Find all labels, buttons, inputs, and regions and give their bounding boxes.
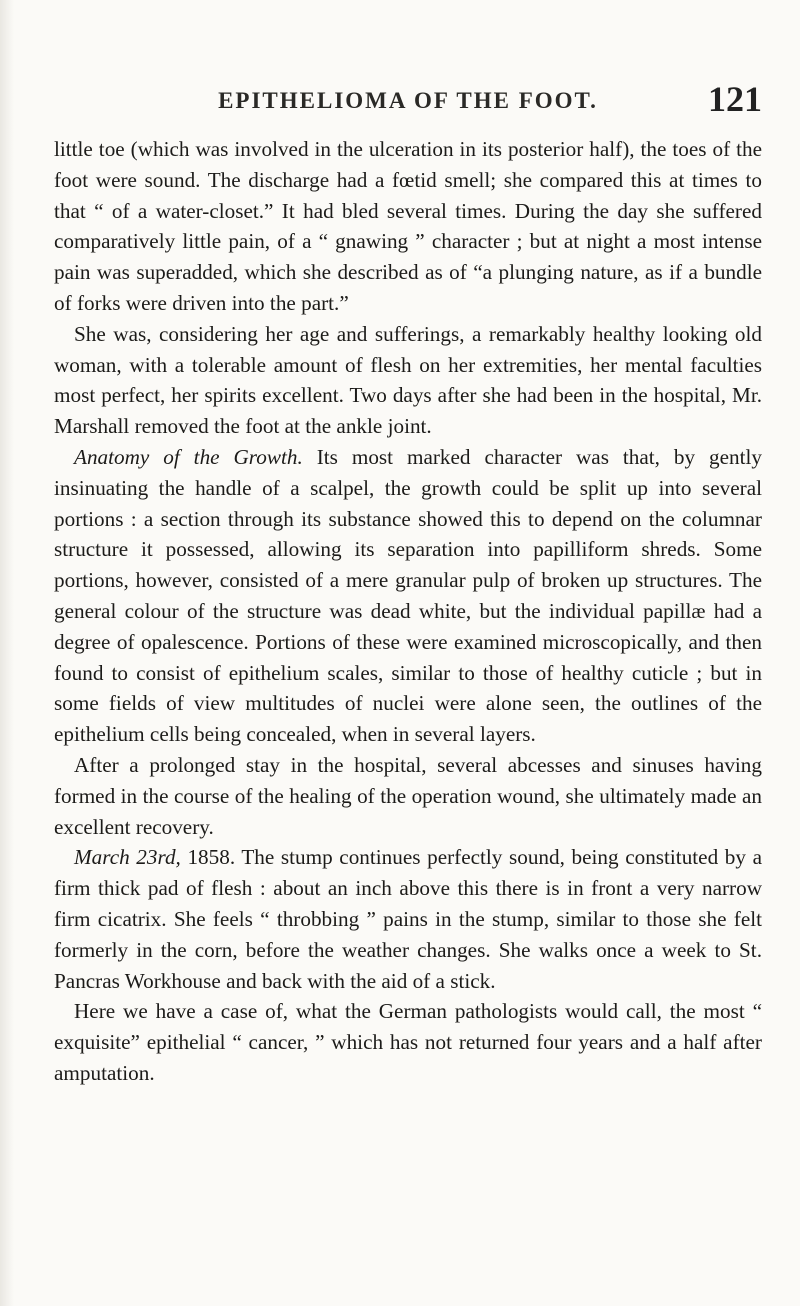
paragraph-5-text: 1858. The stump continues perfectly sound, being constituted by a firm thick pad of flesh : about an inch above this there is in front a very narrow firm cicatrix. She feels “ throbbing ” pains in the stump, similar to those she felt formerly in the corn, before the weather changes. She walks once a week to St. Pancras Workhouse and back with the aid of a stick. xyxy=(54,845,762,993)
paragraph-5-lead: March 23rd, xyxy=(74,845,181,870)
paragraph-3 xyxy=(54,442,762,750)
paragraph-2-text: She was, considering her age and sufferings, a remarkably healthy looking old woman, with a tolerable amount of flesh on her extremities, her mental faculties most perfect, her spirits excellent. Two days after she had been in the hospital, Mr. Marshall removed the foot at the ankle joint. xyxy=(54,321,762,439)
paragraph-3-text: Its most marked character was that, by gently insinuating the handle of a scalpel, the growth could be split up into several portions : a section through its substance showed this to depend on the columnar structure it possessed, allowing its separation into papilliform shreds. Some portions, however, consisted of a mere granular pulp of broken up structures. The general colour of the structure was dead white, but the individual papillæ had a degree of opalescence. Portions of these were examined microscopically, and then found to consist of epithelium scales, similar to those of healthy cuticle ; but in some fields of view multitudes of nuclei were alone seen, the outlines of the epithelium cells being concealed, when in several layers. xyxy=(54,444,762,747)
paragraph-1-text: little toe (which was involved in the ulceration in its posterior half), the toes of the foot were sound. The discharge had a fœtid smell; she compared this at times to that “ of a water-closet.” It had bled several times. During the day she suffered comparatively little pain, of a “ gnawing ” character ; but at night a most intense pain was superadded, which she described as of “a plunging nature, as if a bundle of forks were driven into the part.” xyxy=(54,137,762,315)
body-text xyxy=(54,134,762,1089)
page-header xyxy=(54,78,762,126)
paragraph-4-text: After a prolonged stay in the hospital, several abcesses and sinuses having formed in the course of the healing of the operation wound, she ultimately made an excellent recovery. xyxy=(54,752,762,839)
paragraph-3-lead: Anatomy of the Growth. xyxy=(74,444,303,469)
paragraph-2 xyxy=(54,319,762,442)
page-gutter-shadow xyxy=(0,0,14,1306)
running-title: EPITHELIOMA OF THE FOOT. xyxy=(218,88,598,113)
paragraph-6-text: Here we have a case of, what the German pathologists would call, the most “ exquisite” epithelial “ cancer, ” which has not returned four years and a half after amputation. xyxy=(54,999,762,1085)
paragraph-5 xyxy=(54,842,762,996)
paragraph-1 xyxy=(54,134,762,319)
paragraph-6 xyxy=(54,996,762,1088)
book-page xyxy=(54,78,762,1089)
page-number: 121 xyxy=(708,79,762,119)
paragraph-4 xyxy=(54,750,762,842)
